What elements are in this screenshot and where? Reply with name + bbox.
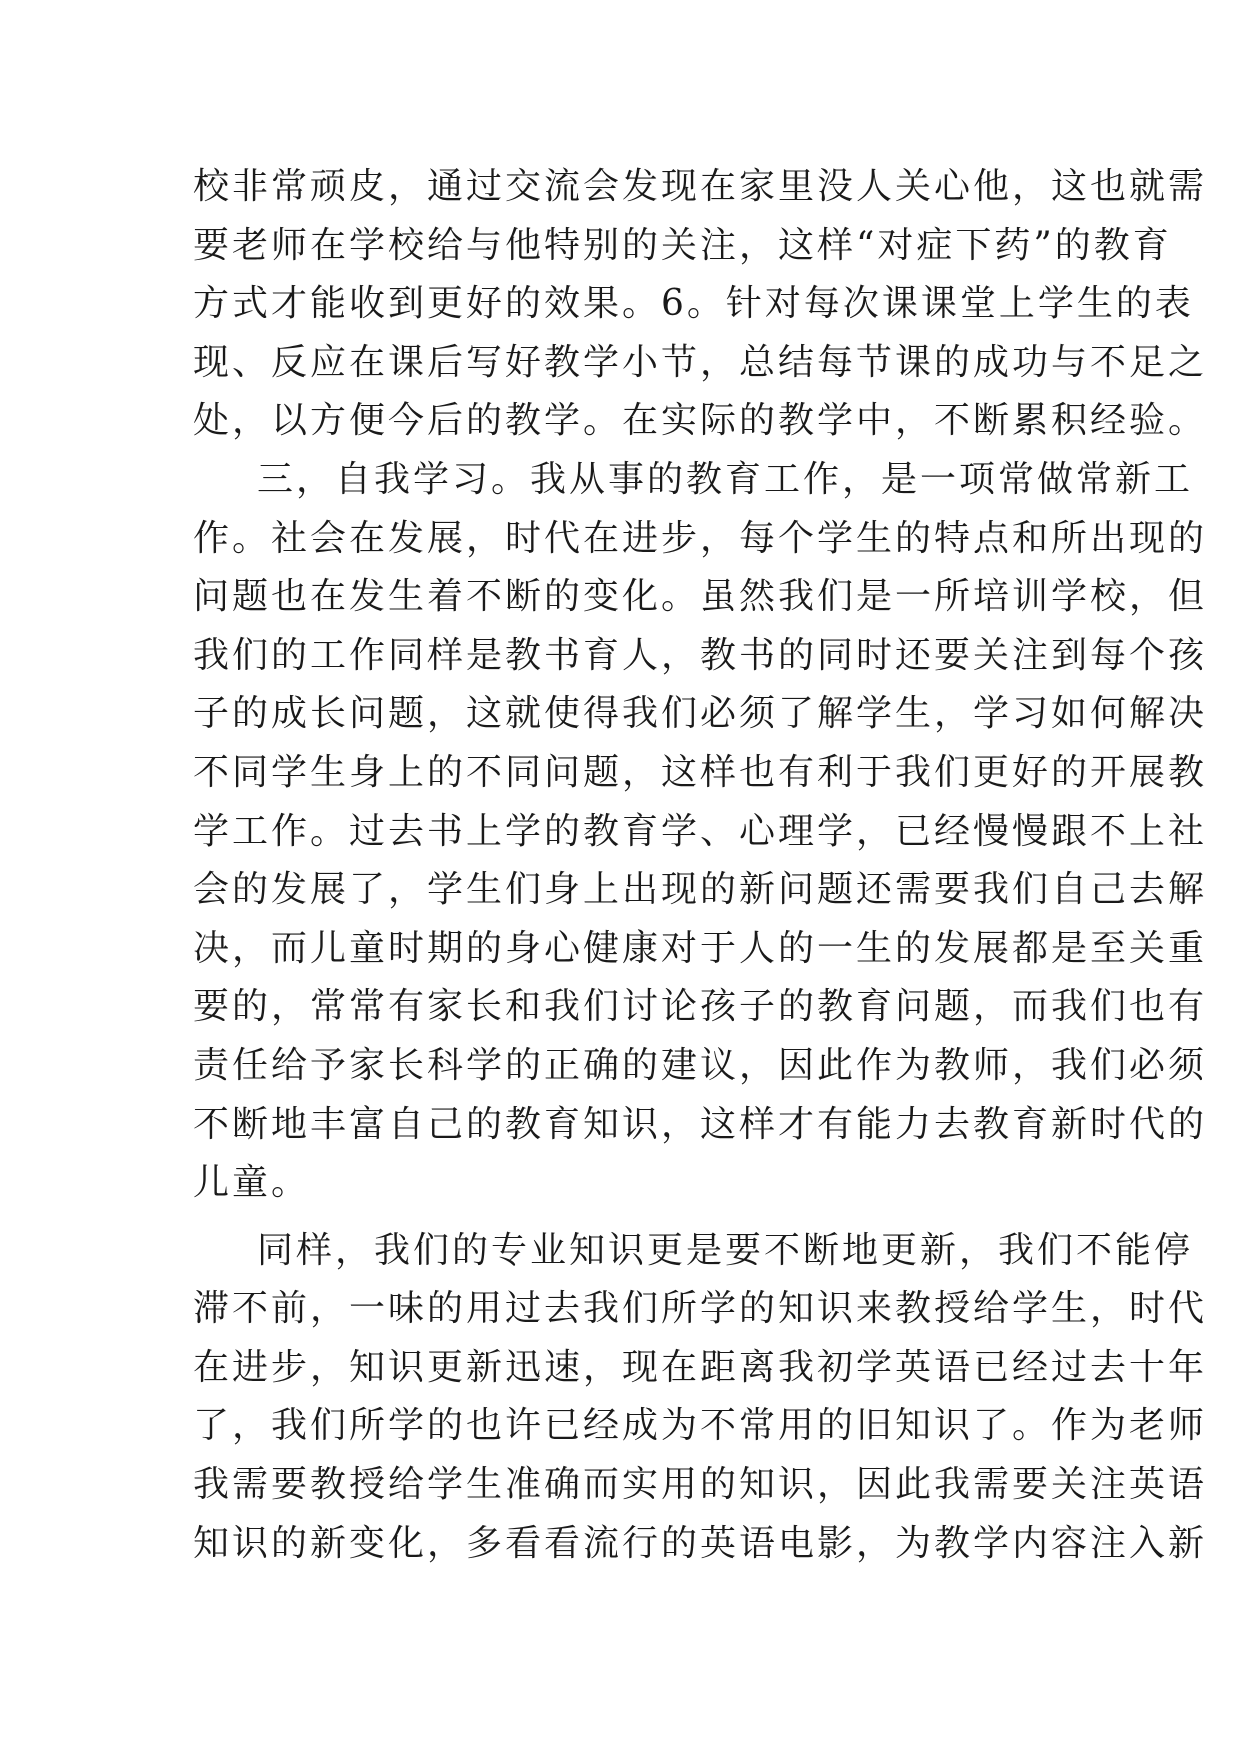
text-line: 学工作。过去书上学的教育学、心理学，已经慢慢跟不上社 bbox=[193, 810, 1208, 852]
text-line: 儿童。 bbox=[193, 1162, 311, 1204]
text-line: 处，以方便今后的教学。在实际的教学中，不断累积经验。 bbox=[193, 400, 1208, 442]
text-line: 我们的工作同样是教书育人，教书的同时还要关注到每个孩 bbox=[193, 634, 1208, 676]
text-line: 作。社会在发展，时代在进步，每个学生的特点和所出现的 bbox=[193, 517, 1208, 559]
paragraph-start-line: 三，自我学习。我从事的教育工作，是一项常做常新工 bbox=[257, 458, 1194, 500]
text-line: 要老师在学校给与他特别的关注，这样“对症下药”的教育 bbox=[193, 224, 1172, 266]
text-line: 在进步，知识更新迅速，现在距离我初学英语已经过去十年 bbox=[193, 1346, 1208, 1388]
text-line: 方式才能收到更好的效果。6。针对每次课课堂上学生的表 bbox=[193, 283, 1194, 325]
text-line: 问题也在发生着不断的变化。虽然我们是一所培训学校，但 bbox=[193, 576, 1208, 618]
body-text bbox=[193, 158, 1208, 1573]
paragraph-start-line: 同样，我们的专业知识更是要不断地更新，我们不能停 bbox=[257, 1229, 1194, 1271]
text-line: 子的成长问题，这就使得我们必须了解学生，学习如何解决 bbox=[193, 693, 1208, 735]
text-line: 不同学生身上的不同问题，这样也有利于我们更好的开展教 bbox=[193, 751, 1208, 793]
text-line: 会的发展了，学生们身上出现的新问题还需要我们自己去解 bbox=[193, 869, 1208, 911]
text-line: 滞不前，一味的用过去我们所学的知识来教授给学生，时代 bbox=[193, 1288, 1208, 1330]
text-line: 要的，常常有家长和我们讨论孩子的教育问题，而我们也有 bbox=[193, 986, 1208, 1028]
text-line: 决，而儿童时期的身心健康对于人的一生的发展都是至关重 bbox=[193, 927, 1208, 969]
text-line: 现、反应在课后写好教学小节，总结每节课的成功与不足之 bbox=[193, 341, 1208, 383]
text-line: 校非常顽皮，通过交流会发现在家里没人关心他，这也就需 bbox=[193, 166, 1208, 207]
text-line: 知识的新变化，多看看流行的英语电影，为教学内容注入新 bbox=[193, 1522, 1208, 1564]
text-line: 不断地丰富自己的教育知识，这样才有能力去教育新时代的 bbox=[193, 1103, 1208, 1145]
text-line: 责任给予家长科学的正确的建议，因此作为教师，我们必须 bbox=[193, 1044, 1208, 1086]
text-line: 我需要教授给学生准确而实用的知识，因此我需要关注英语 bbox=[193, 1464, 1208, 1506]
paragraph-gap bbox=[193, 1213, 1053, 1222]
text-line: 了，我们所学的也许已经成为不常用的旧知识了。作为老师 bbox=[193, 1405, 1208, 1447]
